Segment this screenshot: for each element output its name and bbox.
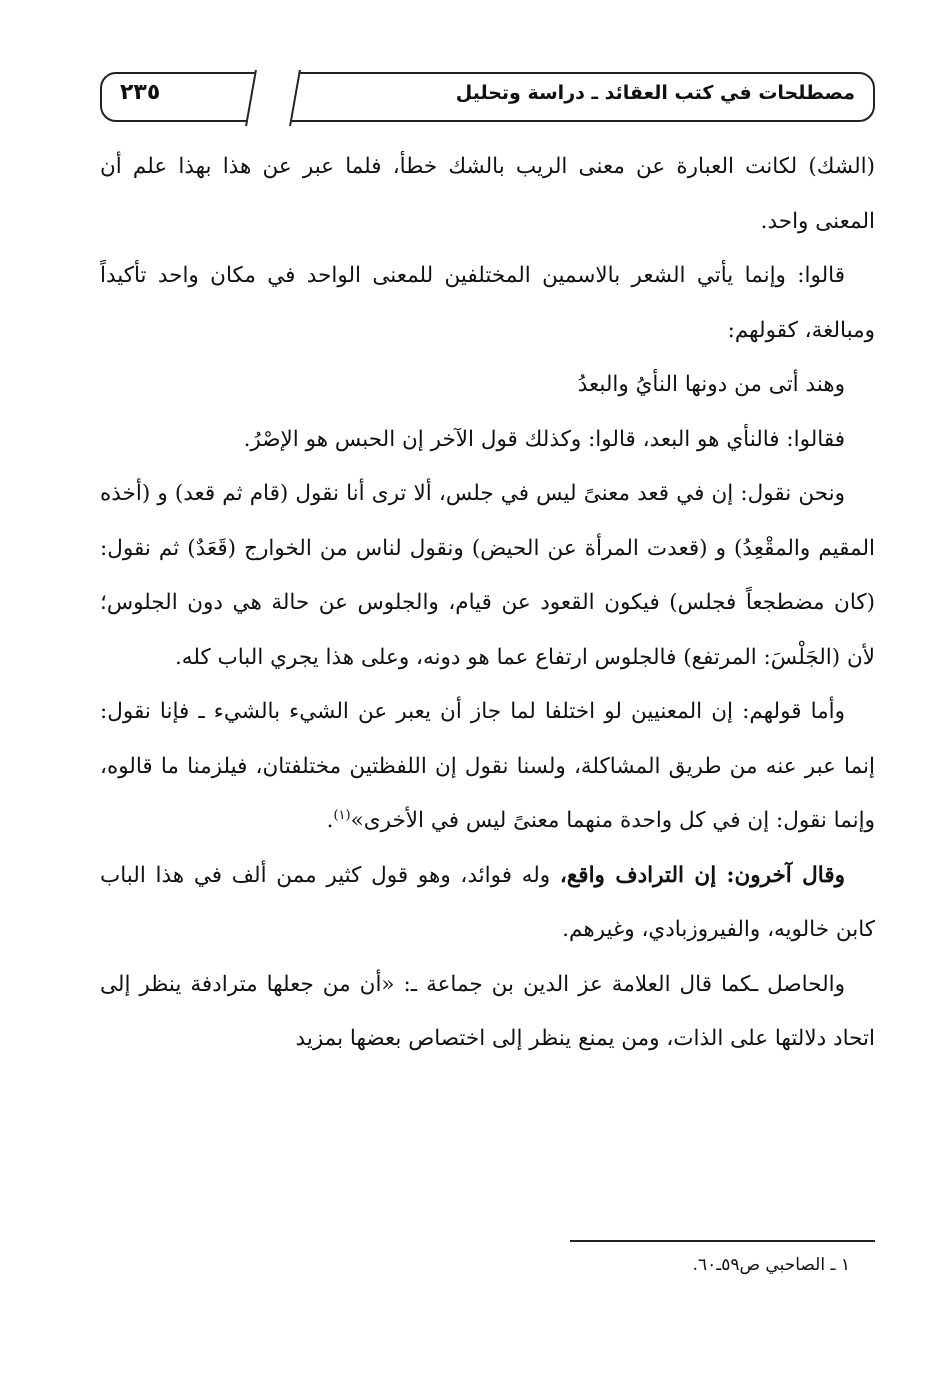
- paragraph-end: .: [326, 808, 334, 833]
- verse-line: وهند أتى من دونها النأيُ والبعدُ: [577, 372, 845, 397]
- page-number: ٢٣٥: [120, 80, 161, 105]
- paragraph-text: وأما قولهم: إن المعنيين لو اختلفا لما جاز أن يعبر عن الشيء بالشيء ـ فإنا نقول: إنما عبر عنه من طريق المشاكلة، ولسنا نقول إن اللفظتين مختلفتان، فيلزمنا ما قالوه، وإنما نقول: إن في كل واحدة منهما معنىً ليس في الأخرى»: [100, 699, 875, 833]
- footnote: ١ ـ الصاحبي ص٥٩ـ٦٠.: [692, 1255, 850, 1275]
- body-text: [100, 140, 875, 1067]
- paragraph: والحاصل ـكما قال العلامة عز الدين بن جماعة ـ: «أن من جعلها مترادفة ينظر إلى اتحاد دلالتها على الذات، ومن يمنع ينظر إلى اختصاص بعضها بمزيد: [100, 971, 875, 1051]
- paragraph: [100, 685, 875, 849]
- paragraph: فقالوا: فالنأي هو البعد، قالوا: وكذلك قول الآخر إن الحبس هو الإصْرُ.: [243, 426, 845, 452]
- footnote-reference: (١): [333, 807, 351, 823]
- footnote-divider: [570, 1240, 875, 1242]
- paragraph: قالوا: وإنما يأتي الشعر بالاسمين المختلفين للمعنى الواحد في مكان واحد تأكيداً ومبالغة، كقولهم:: [100, 263, 875, 343]
- bold-phrase: وقال آخرون: إن الترادف واقع،: [559, 862, 845, 888]
- paragraph-text: وله فوائد، وهو قول كثير ممن ألف في هذا الباب كابن خالويه، والفيروزبادي، وغيرهم.: [100, 862, 875, 942]
- paragraph: ونحن نقول: إن في قعد معنىً ليس في جلس، ألا ترى أنا نقول (قام ثم قعد) و (أخذه المقيم والمقْعِدُ) و (قعدت المرأة عن الحيض) ونقول لناس من الخوارج (قَعَدٌ) ثم نقول: (كان مضطجعاً فجلس) فيكون القعود عن قيام، والجلوس عن حالة هي دون الجلوس؛ لأن (الجَلْسَ: المرتفع) فالجلوس ارتفاع عما هو دونه، وعلى هذا يجري الباب كله.: [100, 481, 875, 670]
- header-tab-shape: [245, 70, 301, 126]
- running-header: [100, 72, 875, 122]
- running-header-title: مصطلحات في كتب العقائد ـ دراسة وتحليل: [455, 82, 855, 104]
- paragraph: (الشك) لكانت العبارة عن معنى الريب بالشك خطأ، فلما عبر عن هذا بهذا علم أن المعنى واحد.: [100, 154, 875, 234]
- paragraph: [100, 849, 875, 958]
